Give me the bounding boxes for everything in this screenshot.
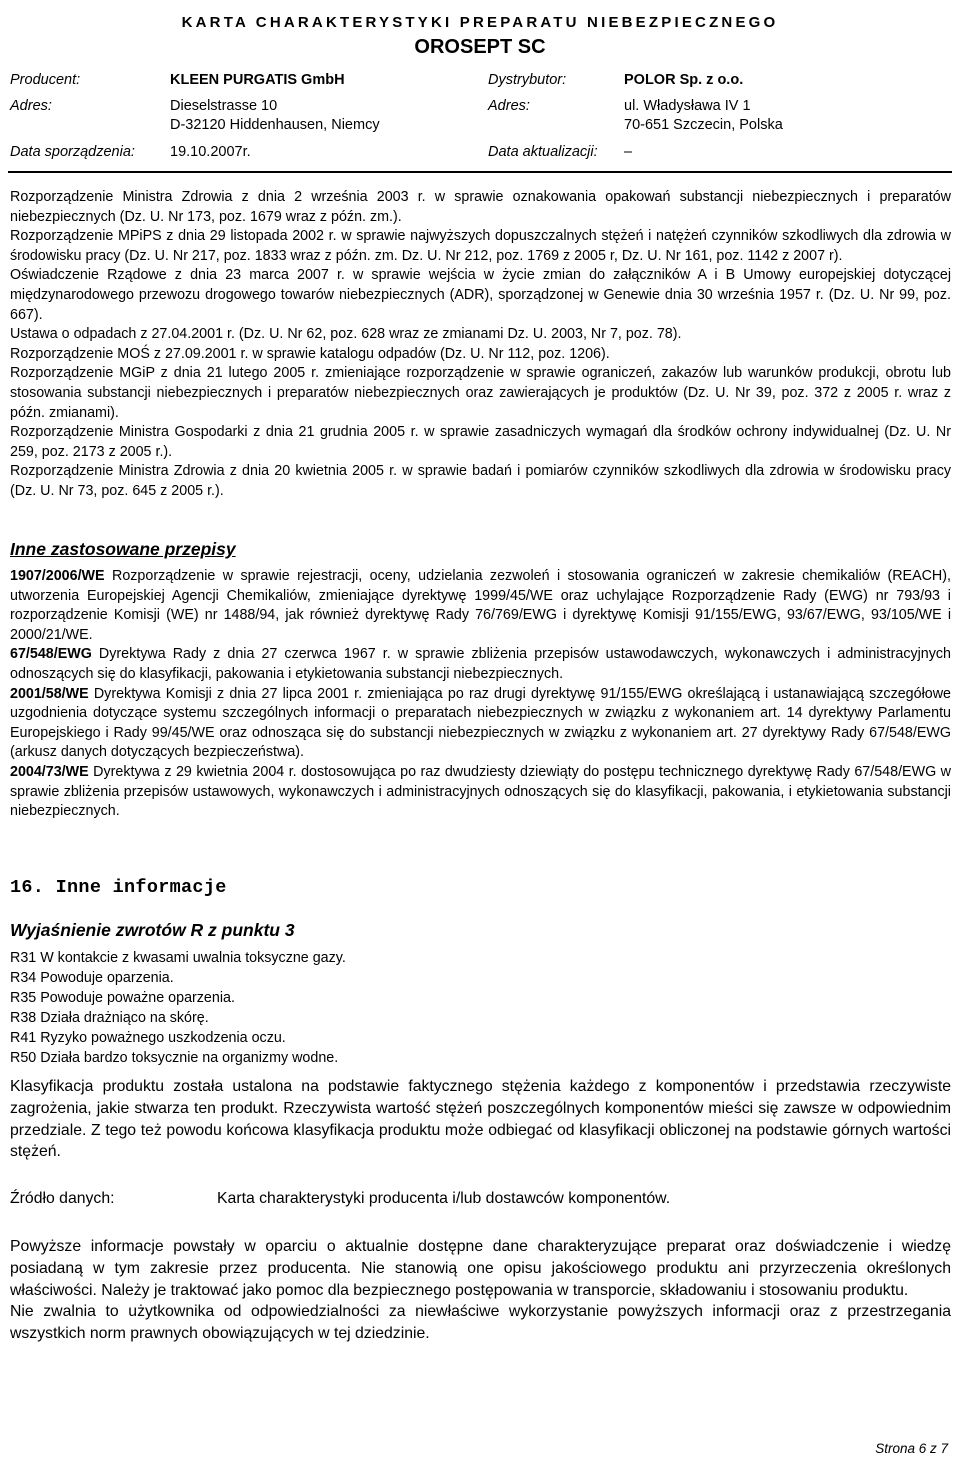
r-phrase: R35 Powoduje poważne oparzenia. bbox=[10, 990, 235, 1006]
other-regulation-item bbox=[10, 685, 951, 763]
distributor-address-line1: ul. Władysława IV 1 bbox=[624, 98, 751, 114]
other-regulation-item bbox=[10, 567, 951, 645]
regulation-code: 67/548/EWG bbox=[10, 646, 92, 663]
distributor-address-label: Adres: bbox=[488, 98, 530, 114]
regulation-item: Rozporządzenie MPiPS z dnia 29 listopada 2002 r. w sprawie najwyższych dopuszczalnych stężeń i natężeń czynników szkodliwych dla zdrowia w środowisku pracy (Dz. U. Nr 217, poz. 1833 wraz z późn. zm. Dz. U. Nr 212, poz. 1769 z 2005 r, Dz. U. Nr 161, poz. 1142 z 2007 r). bbox=[10, 228, 951, 264]
regulations-list bbox=[10, 188, 951, 502]
other-regulation-item bbox=[10, 645, 951, 684]
regulation-code: 1907/2006/WE bbox=[10, 568, 105, 584]
distributor-label: Dystrybutor: bbox=[488, 72, 567, 88]
regulation-item: Rozporządzenie MOŚ z 27.09.2001 r. w sprawie katalogu odpadów (Dz. U. Nr 112, poz. 1206). bbox=[10, 345, 610, 362]
created-date: 19.10.2007r. bbox=[170, 144, 251, 160]
page-number: Strona 6 z 7 bbox=[875, 1441, 948, 1456]
document-title: KARTA CHARAKTERYSTYKI PREPARATU NIEBEZPIECZNEGO bbox=[181, 14, 779, 31]
classification-paragraph bbox=[10, 1076, 951, 1163]
data-source-label: Źródło danych: bbox=[10, 1190, 115, 1207]
producer-name: KLEEN PURGATIS GmbH bbox=[170, 72, 345, 88]
regulation-item: Ustawa o odpadach z 27.04.2001 r. (Dz. U. Nr 62, poz. 628 wraz ze zmianami Dz. U. 2003, Nr 7, poz. 78). bbox=[10, 326, 682, 343]
regulation-text: Dyrektywa z 29 kwietnia 2004 r. dostosowująca po raz dwudziesty dziewiąty do postępu technicznego dyrektywę Rady 67/548/EWG w sprawie zbliżenia przepisów ustawowych, wykonawczych i administracyjnych odnoszących się do klasyfikacji, pakowania, i etykietowania substancji niebezpiecznych. bbox=[10, 763, 951, 820]
r-phrase: R38 Działa drażniąco na skórę. bbox=[10, 1010, 209, 1026]
product-name: OROSEPT SC bbox=[414, 36, 546, 58]
producer-address-line2: D-32120 Hiddenhausen, Niemcy bbox=[170, 117, 380, 133]
r-phrase: R34 Powoduje oparzenia. bbox=[10, 970, 174, 986]
regulation-item: Oświadczenie Rządowe z dnia 23 marca 2007 r. w sprawie wejścia w życie zmian do załączników A i B Umowy europejskiej dotyczącej międzynarodowego przewozu drogowego towarów niebezpiecznych (ADR), sporządzonej w Genewie dnia 30 września 1957 r. (Dz. U. Nr 99, poz. 667). bbox=[10, 267, 951, 323]
section-16-title: 16. Inne informacje bbox=[10, 877, 227, 898]
disclaimer-block bbox=[10, 1236, 951, 1345]
regulation-code: 2001/58/WE bbox=[10, 685, 89, 702]
regulation-item: Rozporządzenie Ministra Zdrowia z dnia 20 kwietnia 2005 r. w sprawie badań i pomiarów czynników szkodliwych dla zdrowia w środowisku pracy (Dz. U. Nr 73, poz. 645 z 2005 r.). bbox=[10, 463, 951, 499]
r-phrases-list bbox=[10, 948, 710, 1068]
r-phrase: R50 Działa bardzo toksycznie na organizmy wodne. bbox=[10, 1050, 339, 1066]
regulation-item: Rozporządzenie Ministra Gospodarki z dnia 21 grudnia 2005 r. w sprawie zasadniczych wymagań dla środków ochrony indywidualnej (Dz. U. Nr 259, poz. 2173 z 2005 r.). bbox=[10, 424, 951, 460]
regulation-item: Rozporządzenie Ministra Zdrowia z dnia 2 września 2003 r. w sprawie oznakowania opakowań substancji niebezpiecznych i preparatów niebezpiecznych (Dz. U. Nr 173, poz. 1679 wraz z późn. zm.). bbox=[10, 189, 951, 225]
other-regulations-heading: Inne zastosowane przepisy bbox=[10, 539, 236, 559]
regulation-code: 2004/73/WE bbox=[10, 763, 89, 780]
distributor-address-line2: 70-651 Szczecin, Polska bbox=[624, 117, 783, 133]
regulation-text: Rozporządzenie w sprawie rejestracji, oceny, udzielania zezwoleń i stosowania ograniczeń w zakresie chemikaliów (REACH), utworzenia Europejskiej Agencji Chemikaliów, zmieniające dyrektywę 1999/45/WE oraz uchylające Rozporządzenie Rady (EWG) nr 793/93 i rozporządzenie Komisji (WE) nr 1488/94, jak również dyrektywę Rady 76/769/EWG i dyrektywę Komisji 91/155/EWG, 93/67/EWG, 93/105/WE i 2000/21/WE. bbox=[10, 568, 951, 643]
classification-text: Klasyfikacja produktu została ustalona na podstawie faktycznego stężenia każdego z komponentów i przedstawia rzeczywiste zagrożenia, jakie stwarza ten produkt. Rzeczywista wartość stężeń poszczególnych komponentów mieści się zawsze w odpowiednim przedziale. Z tego też powodu końcowa klasyfikacja produktu może odbiegać od klasyfikacji obliczonej na podstawie górnych wartości stężeń. bbox=[10, 1078, 951, 1161]
producer-label: Producent: bbox=[10, 72, 81, 88]
other-regulation-item bbox=[10, 763, 951, 822]
regulation-text: Dyrektywa Komisji z dnia 27 lipca 2001 r. zmieniająca po raz drugi dyrektywę 91/155/EWG określającą i ustanawiającą szczegółowe uzgodnienia dotyczące systemu szczególnych informacji o preparatach niebezpiecznych w związku z wykonaniem art. 14 dyrektywy Parlamentu Europejskiego i Rady 99/45/WE oraz odnosząca się do substancji niebezpiecznych w związku z wykonaniem art. 27 dyrektywy Rady 67/548/EWG (arkusz danych dotyczących bezpieczeństwa). bbox=[10, 685, 951, 761]
updated-date-label: Data aktualizacji: bbox=[488, 144, 598, 160]
created-date-label: Data sporządzenia: bbox=[10, 144, 135, 160]
disclaimer-paragraph: Nie zwalnia to użytkownika od odpowiedzialności za niewłaściwe wykorzystanie powyższych informacji oraz z przestrzegania wszystkich norm prawnych obowiązujących w tej dziedzinie. bbox=[10, 1303, 951, 1343]
header-divider bbox=[8, 171, 952, 173]
regulation-text: Dyrektywa Rady z dnia 27 czerwca 1967 r. w sprawie zbliżenia przepisów ustawodawczych, wykonawczych i administracyjnych odnoszących się do klasyfikacji, pakowania i etykietowania substancji niebezpiecznych. bbox=[10, 646, 951, 682]
updated-date: – bbox=[624, 144, 633, 160]
other-regulations-list bbox=[10, 567, 951, 822]
r-phrase: R31 W kontakcie z kwasami uwalnia toksyczne gazy. bbox=[10, 950, 346, 966]
producer-address-label: Adres: bbox=[10, 98, 52, 114]
regulation-item: Rozporządzenie MGiP z dnia 21 lutego 2005 r. zmieniające rozporządzenie w sprawie ograniczeń, zakazów lub warunków produkcji, obrotu lub stosowania substancji niebezpiecznych i preparatów niebezpiecznych oraz zawierających je produktów (Dz. U. Nr 39, poz. 372 z 2005 r. wraz z późn. zmianami). bbox=[10, 365, 951, 421]
disclaimer-paragraph: Powyższe informacje powstały w oparciu o aktualnie dostępne dane charakteryzujące preparat oraz doświadczenie i wiedzę posiadaną w tym zakresie przez producenta. Nie stanowią one opisu jakościowego produktu ani przyrzeczenia określonych właściwości. Należy je traktować jako pomoc dla bezpiecznego postępowania w transporcie, składowaniu i stosowaniu produktu. bbox=[10, 1238, 951, 1299]
r-phrases-heading: Wyjaśnienie zwrotów R z punktu 3 bbox=[10, 920, 295, 940]
producer-address-line1: Dieselstrasse 10 bbox=[170, 98, 278, 114]
distributor-name: POLOR Sp. z o.o. bbox=[624, 72, 744, 88]
r-phrase: R41 Ryzyko poważnego uszkodzenia oczu. bbox=[10, 1030, 286, 1046]
data-source-value: Karta charakterystyki producenta i/lub dostawców komponentów. bbox=[217, 1190, 671, 1207]
